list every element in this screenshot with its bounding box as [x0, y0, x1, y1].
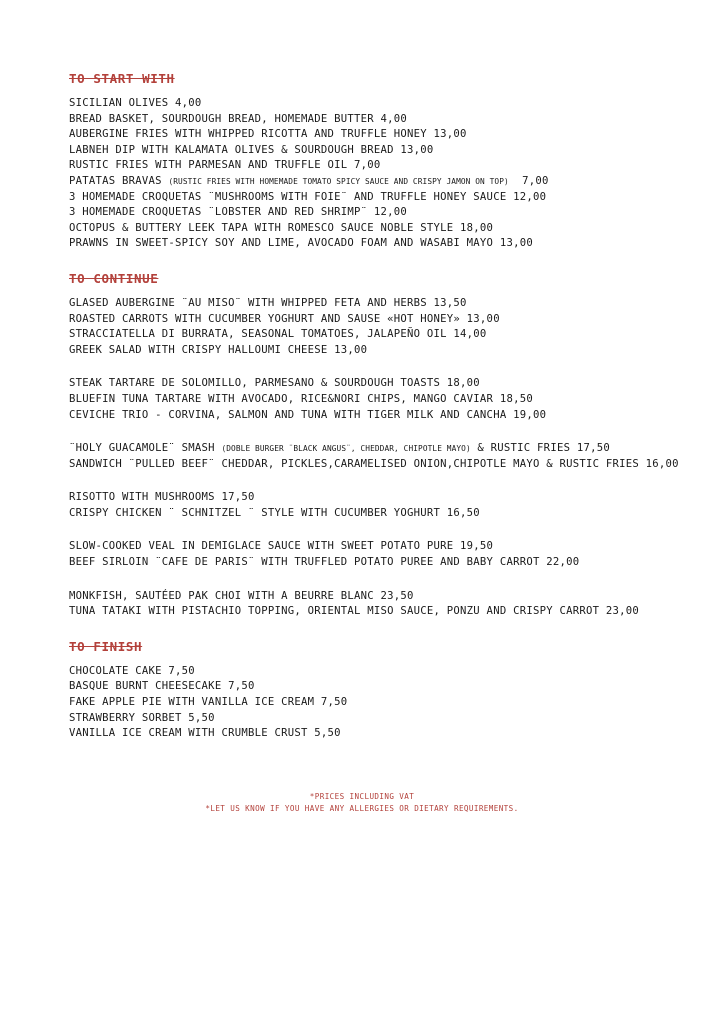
- menu-group: [69, 441, 709, 472]
- section-finish: [69, 638, 709, 742]
- allergy-note: *LET US KNOW IF YOU HAVE ANY ALLERGIES OR DIETARY REQUIREMENTS.: [205, 804, 519, 813]
- menu-item: MONKFISH, SAUTÉED PAK CHOI WITH A BEURRE BLANC 23,50: [69, 589, 414, 602]
- menu-item: BEEF SIRLOIN ¨CAFE DE PARIS¨ WITH TRUFFLED POTATO PUREE AND BABY CARROT 22,00: [69, 556, 580, 569]
- vat-note: *PRICES INCLUDING VAT: [309, 792, 415, 801]
- menu-item: [69, 174, 709, 190]
- menu-item: TUNA TATAKI WITH PISTACHIO TOPPING, ORIENTAL MISO SAUCE, PONZU AND CRISPY CARROT 23,00: [69, 605, 640, 618]
- section-start: [69, 70, 709, 252]
- menu-item: RISOTTO WITH MUSHROOMS 17,50: [69, 491, 255, 504]
- menu-group: [69, 490, 709, 521]
- footer-notes: [0, 791, 724, 815]
- menu-item: CEVICHE TRIO - CORVINA, SALMON AND TUNA WITH TIGER MILK AND CANCHA 19,00: [69, 408, 547, 421]
- menu-item: SANDWICH ¨PULLED BEEF¨ CHEDDAR, PICKLES,CARAMELISED ONION,CHIPOTLE MAYO & RUSTIC FRIES 16,00: [69, 457, 679, 470]
- menu-item: [69, 441, 709, 457]
- menu-item-note: (RUSTIC FRIES WITH HOMEMADE TOMATO SPICY SAUCE AND CRISPY JAMON ON TOP): [168, 176, 509, 186]
- menu-item: BREAD BASKET, SOURDOUGH BREAD, HOMEMADE BUTTER 4,00: [69, 112, 408, 125]
- menu-item: AUBERGINE FRIES WITH WHIPPED RICOTTA AND TRUFFLE HONEY 13,00: [69, 128, 467, 141]
- menu-item: CHOCOLATE CAKE 7,50: [69, 664, 195, 677]
- menu-group: [69, 589, 709, 620]
- menu: [69, 70, 709, 742]
- menu-item: ROASTED CARROTS WITH CUCUMBER YOGHURT AND SAUSE «HOT HONEY» 13,00: [69, 312, 500, 325]
- menu-group: [69, 296, 709, 358]
- menu-item: GREEK SALAD WITH CRISPY HALLOUMI CHEESE 13,00: [69, 343, 368, 356]
- menu-item: 3 HOMEMADE CROQUETAS ¨LOBSTER AND RED SHRIMP¨ 12,00: [69, 206, 408, 219]
- section-title-continue: TO CONTINUE: [69, 270, 159, 286]
- menu-item: LABNEH DIP WITH KALAMATA OLIVES & SOURDOUGH BREAD 13,00: [69, 143, 434, 156]
- menu-item: GLASED AUBERGINE ¨AU MISO¨ WITH WHIPPED FETA AND HERBS 13,50: [69, 296, 467, 309]
- menu-item: BASQUE BURNT CHEESECAKE 7,50: [69, 680, 255, 693]
- menu-item: SICILIAN OLIVES 4,00: [69, 97, 202, 109]
- menu-item: OCTOPUS & BUTTERY LEEK TAPA WITH ROMESCO SAUCE NOBLE STYLE 18,00: [69, 221, 494, 234]
- section-continue: [69, 270, 709, 620]
- menu-item: STEAK TARTARE DE SOLOMILLO, PARMESANO & SOURDOUGH TOASTS 18,00: [69, 377, 480, 390]
- menu-item: SLOW-COOKED VEAL IN DEMIGLACE SAUCE WITH SWEET POTATO PURE 19,50: [69, 540, 494, 553]
- menu-item: FAKE APPLE PIE WITH VANILLA ICE CREAM 7,50: [69, 696, 348, 709]
- menu-item: 3 HOMEMADE CROQUETAS ¨MUSHROOMS WITH FOIE¨ AND TRUFFLE HONEY SAUCE 12,00: [69, 190, 547, 203]
- menu-item: VANILLA ICE CREAM WITH CRUMBLE CRUST 5,50: [69, 727, 341, 740]
- menu-item: STRACCIATELLA DI BURRATA, SEASONAL TOMATOES, JALAPEÑO OIL 14,00: [69, 328, 487, 341]
- menu-item-name: PATATAS BRAVAS: [69, 174, 162, 187]
- menu-item: PRAWNS IN SWEET-SPICY SOY AND LIME, AVOCADO FOAM AND WASABI MAYO 13,00: [69, 237, 533, 250]
- menu-group: [69, 539, 709, 570]
- menu-item: BLUEFIN TUNA TARTARE WITH AVOCADO, RICE&NORI CHIPS, MANGO CAVIAR 18,50: [69, 392, 533, 405]
- menu-group: [69, 376, 709, 423]
- menu-item-price: & RUSTIC FRIES 17,50: [477, 442, 610, 455]
- section-title-finish: TO FINISH: [69, 638, 143, 654]
- section-title-start: TO START WITH: [69, 71, 175, 86]
- menu-item: RUSTIC FRIES WITH PARMESAN AND TRUFFLE OIL 7,00: [69, 159, 381, 172]
- menu-item-price: 7,00: [522, 174, 549, 187]
- menu-item: CRISPY CHICKEN ¨ SCHNITZEL ¨ STYLE WITH CUCUMBER YOGHURT 16,50: [69, 506, 480, 519]
- menu-item: STRAWBERRY SORBET 5,50: [69, 711, 215, 724]
- menu-item-name: ¨HOLY GUACAMOLE¨ SMASH: [69, 442, 215, 455]
- menu-item-note: (DOBLE BURGER ¨BLACK ANGUS¨, CHEDDAR, CHIPOTLE MAYO): [221, 444, 471, 454]
